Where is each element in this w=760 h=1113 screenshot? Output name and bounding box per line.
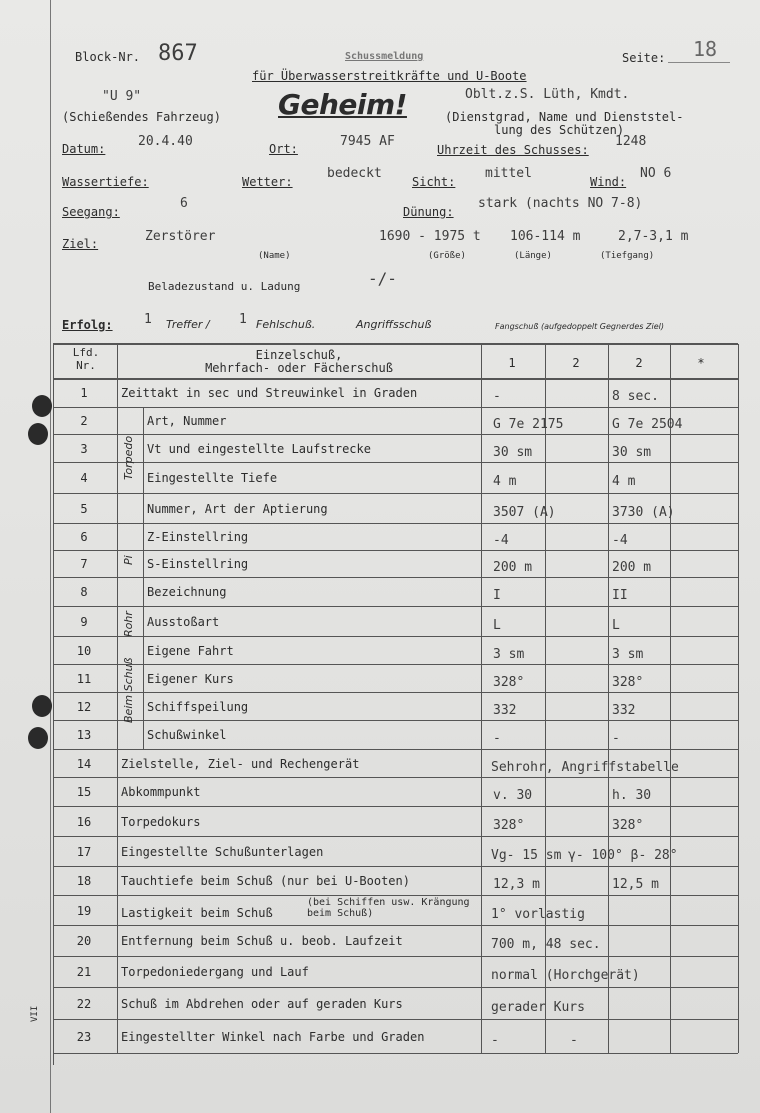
col-lfd-header: Lfd. Nr.: [72, 346, 100, 372]
cell-shot-1: 3 sm: [493, 646, 525, 662]
row-label: Eingestellte Tiefe: [147, 471, 278, 485]
row-number: 7: [80, 557, 88, 571]
row-number: 23: [76, 1029, 92, 1044]
col-header-2: 2: [572, 356, 580, 370]
row-label: Entfernung beim Schuß u. beob. Laufzeit: [121, 934, 403, 948]
col-header-4: *: [697, 356, 705, 370]
cell-shot-1: 1° vorlastig: [491, 906, 585, 922]
row-number: 21: [76, 965, 92, 979]
block-label: Block-Nr.: [75, 50, 141, 64]
secret-stamp: Geheim!: [278, 88, 407, 121]
row-label: Torpedoniedergang und Lauf: [121, 965, 309, 979]
swell-value: stark (nachts NO 7-8): [478, 196, 643, 211]
cell-shot-3: 328°: [612, 674, 644, 690]
cell-shot-3: γ- 100° β- 28°: [568, 847, 678, 863]
cell-shot-1: G 7e 2175: [493, 417, 564, 432]
cell-shot-1: L: [493, 617, 501, 633]
cell-shot-3: 3730 (A): [612, 504, 675, 520]
col-header-3: 2: [635, 356, 643, 370]
row-number: 18: [76, 874, 92, 888]
time-value: 1248: [615, 134, 647, 149]
vessel-value: "U 9": [102, 89, 142, 104]
table-rule: [53, 636, 738, 637]
row-label-note: (bei Schiffen usw. Krängung beim Schuß): [307, 897, 470, 919]
row-number: 10: [76, 643, 92, 658]
margin-note: VII: [30, 1005, 40, 1022]
table-rule: [608, 344, 609, 1053]
target-draught: 2,7-3,1 m: [618, 229, 689, 244]
row-number: 3: [80, 441, 88, 456]
table-rule: [53, 407, 738, 408]
table-rule: [143, 407, 144, 749]
table-rule: [53, 777, 738, 778]
row-number: 12: [76, 699, 92, 714]
row-number: 20: [76, 934, 92, 948]
table-rule: [481, 344, 482, 1053]
punch-hole: [28, 727, 48, 749]
row-label: Ausstoßart: [147, 614, 220, 629]
table-rule: [53, 1053, 738, 1054]
table-rule: [53, 550, 738, 551]
cell-shot-1: normal (Horchgerät): [491, 968, 640, 983]
row-label: Eingestellter Winkel nach Farbe und Graden: [121, 1029, 425, 1044]
row-label: Schiffspeilung: [147, 699, 249, 714]
cell-shot-1: -: [491, 1032, 499, 1048]
cell-shot-1: Vg- 15 sm: [491, 847, 562, 863]
cell-shot-1: 200 m: [493, 560, 533, 575]
target-size-label: (Größe): [428, 251, 466, 261]
table-rule: [53, 692, 738, 693]
cell-shot-3: 8 sec.: [612, 389, 659, 404]
catch-label: Fangschuß (aufgedoppelt Gegnerdes Ziel): [495, 322, 664, 331]
form-title: Schussmeldung: [345, 51, 424, 62]
col-desc-header-1: Einzelschuß,: [255, 348, 343, 362]
row-number: 8: [80, 585, 88, 599]
cell-shot-3: 3 sm: [612, 646, 644, 662]
table-rule: [53, 836, 738, 837]
target-draught-label: (Tiefgang): [600, 251, 655, 261]
row-number: 19: [76, 903, 92, 918]
table-rule: [117, 577, 143, 578]
officer-label-2: lung des Schützen): [494, 123, 625, 137]
row-label: S-Einstellring: [147, 557, 249, 571]
form-subtitle: für Überwasserstreitkräfte und U-Boote: [252, 69, 527, 83]
cell-shot-3: -4: [612, 533, 628, 548]
table-rule: [53, 895, 738, 896]
time-label: Uhrzeit des Schusses:: [437, 143, 589, 157]
table-rule: [53, 434, 738, 435]
table-rule: [53, 378, 738, 380]
success-hits: 1: [144, 312, 152, 327]
row-label: Eigener Kurs: [147, 671, 234, 686]
margin-line: [50, 0, 51, 1113]
cell-shot-1: gerader Kurs: [491, 999, 585, 1015]
row-label: Abkommpunkt: [121, 785, 201, 799]
target-size: 1690 - 1975 t: [379, 229, 481, 244]
row-number: 5: [80, 501, 88, 516]
row-label: Art, Nummer: [147, 414, 227, 428]
row-label: Tauchtiefe beim Schuß (nur bei U-Booten): [121, 874, 410, 888]
table-rule: [53, 664, 738, 665]
table-rule: [53, 577, 738, 578]
cell-shot-3: 30 sm: [612, 444, 652, 460]
group-label-group_torpedo: Torpedo: [122, 435, 135, 480]
date-value: 20.4.40: [138, 134, 193, 149]
sea-label: Seegang:: [62, 205, 120, 219]
cell-shot-1: 12,3 m: [493, 877, 540, 892]
row-label: Zeittakt in sec und Streuwinkel in Graden: [121, 386, 418, 400]
page-number: 18: [693, 37, 718, 61]
table-rule: [53, 956, 738, 957]
row-number: 11: [76, 671, 92, 686]
table-rule: [53, 720, 738, 721]
row-number: 15: [76, 785, 92, 799]
cell-shot-3: h. 30: [612, 788, 652, 803]
table-rule: [670, 344, 671, 1053]
cell-shot-1: 3507 (A): [493, 504, 556, 520]
cell-shot-3: 4 m: [612, 474, 636, 489]
row-number: 14: [76, 756, 92, 771]
cell-shot-3: 328°: [612, 817, 644, 833]
block-number: 867: [158, 41, 198, 66]
target-value: Zerstörer: [145, 229, 216, 244]
sea-value: 6: [180, 196, 188, 211]
cell-shot-1: 4 m: [493, 474, 517, 489]
row-label: Bezeichnung: [147, 585, 227, 599]
wind-value: NO 6: [640, 166, 672, 181]
table-rule: [53, 866, 738, 867]
col-header-1: 1: [508, 356, 516, 370]
group-label-group_rohr: Rohr: [122, 610, 135, 637]
table-rule: [117, 636, 143, 637]
punch-hole: [28, 423, 48, 445]
cell-shot-3: L: [612, 617, 620, 633]
row-number: 9: [80, 614, 88, 629]
cell-shot-1: 328°: [493, 817, 525, 833]
row-number: 13: [76, 728, 92, 742]
load-value: -/-: [368, 269, 397, 288]
cell-shot-1: Sehrohr, Angriffstabelle: [491, 759, 679, 775]
cell-shot-3: 332: [612, 702, 636, 718]
cell-shot-3: 12,5 m: [612, 877, 659, 892]
row-label: Lastigkeit beim Schuß: [121, 905, 273, 920]
table-rule: [53, 462, 738, 463]
row-number: 6: [80, 530, 88, 544]
punch-hole: [32, 395, 52, 417]
cell-shot-1: 700 m, 48 sec.: [491, 937, 601, 952]
table-rule: [53, 523, 738, 524]
page-label: Seite:: [622, 51, 666, 65]
row-label: Torpedokurs: [121, 814, 201, 829]
table-rule: [53, 806, 738, 807]
officer-value: Oblt.z.S. Lüth, Kmdt.: [465, 87, 630, 102]
location-value: 7945 AF: [340, 134, 395, 149]
table-rule: [117, 344, 118, 1053]
row-label: Nummer, Art der Aptierung: [147, 501, 328, 516]
cell-shot-3: -: [612, 731, 620, 746]
cell-shot-1: v. 30: [493, 788, 533, 803]
table-rule: [738, 344, 739, 1053]
row-number: 4: [80, 471, 88, 485]
row-number: 1: [80, 386, 88, 400]
group-label-group_schuss: Beim Schuß: [122, 657, 135, 723]
cell-shot-1: I: [493, 588, 501, 603]
table-rule: [53, 606, 738, 607]
table-rule: [53, 343, 738, 345]
location-label: Ort:: [269, 142, 298, 156]
visibility-label: Sicht:: [412, 175, 456, 189]
target-length-label: (Länge): [514, 251, 552, 261]
cell-shot-3: 200 m: [612, 560, 652, 575]
cell-shot-2: -: [570, 1032, 578, 1048]
cell-shot-1: 30 sm: [493, 444, 533, 460]
load-label: Beladezustand u. Ladung: [148, 280, 301, 293]
table-rule: [53, 493, 738, 494]
success-label: Erfolg:: [62, 318, 113, 332]
cell-shot-1: 332: [493, 702, 517, 718]
row-label: Zielstelle, Ziel- und Rechengerät: [121, 756, 360, 771]
table-rule: [53, 1019, 738, 1020]
row-label: Z-Einstellring: [147, 530, 249, 544]
cell-shot-1: -: [493, 389, 501, 404]
punch-hole: [32, 695, 52, 717]
table-rule: [53, 925, 738, 926]
table-rule: [53, 987, 738, 988]
cell-shot-3: II: [612, 588, 628, 603]
row-label: Eingestellte Schußunterlagen: [121, 844, 324, 859]
col-desc-header-2: Mehrfach- oder Fächerschuß: [205, 361, 393, 375]
cell-shot-3: G 7e 2504: [612, 417, 683, 432]
officer-label-1: (Dienstgrad, Name und Dienststel-: [445, 110, 684, 124]
table-rule: [53, 749, 738, 750]
target-name-label: (Name): [258, 251, 291, 261]
row-label: Vt und eingestellte Laufstrecke: [147, 441, 371, 456]
swell-label: Dünung:: [403, 205, 454, 219]
visibility-value: mittel: [485, 166, 532, 181]
row-label: Schuß im Abdrehen oder auf geraden Kurs: [121, 996, 403, 1011]
target-label: Ziel:: [62, 237, 99, 251]
row-number: 22: [76, 996, 92, 1011]
success-misses-label: Fehlschuß.: [256, 318, 316, 331]
cell-shot-1: 328°: [493, 674, 525, 690]
table-rule: [117, 493, 143, 494]
cell-shot-1: -: [493, 731, 501, 746]
row-number: 16: [76, 814, 92, 829]
group-label-group_pi: Pi: [122, 555, 135, 565]
cell-shot-1: -4: [493, 533, 509, 548]
attack-label: Angriffsschuß: [356, 318, 432, 331]
vessel-label: (Schießendes Fahrzeug): [62, 110, 221, 124]
depth-label: Wassertiefe:: [62, 175, 149, 189]
date-label: Datum:: [62, 142, 106, 156]
row-label: Schußwinkel: [147, 728, 227, 742]
wind-label: Wind:: [590, 175, 627, 189]
weather-value: bedeckt: [327, 166, 382, 181]
row-label: Eigene Fahrt: [147, 643, 234, 658]
target-length: 106-114 m: [510, 229, 581, 244]
weather-label: Wetter:: [242, 175, 293, 189]
row-number: 2: [80, 414, 88, 428]
success-hits-label: Treffer /: [166, 318, 210, 331]
row-number: 17: [76, 844, 92, 859]
success-misses: 1: [239, 312, 247, 327]
